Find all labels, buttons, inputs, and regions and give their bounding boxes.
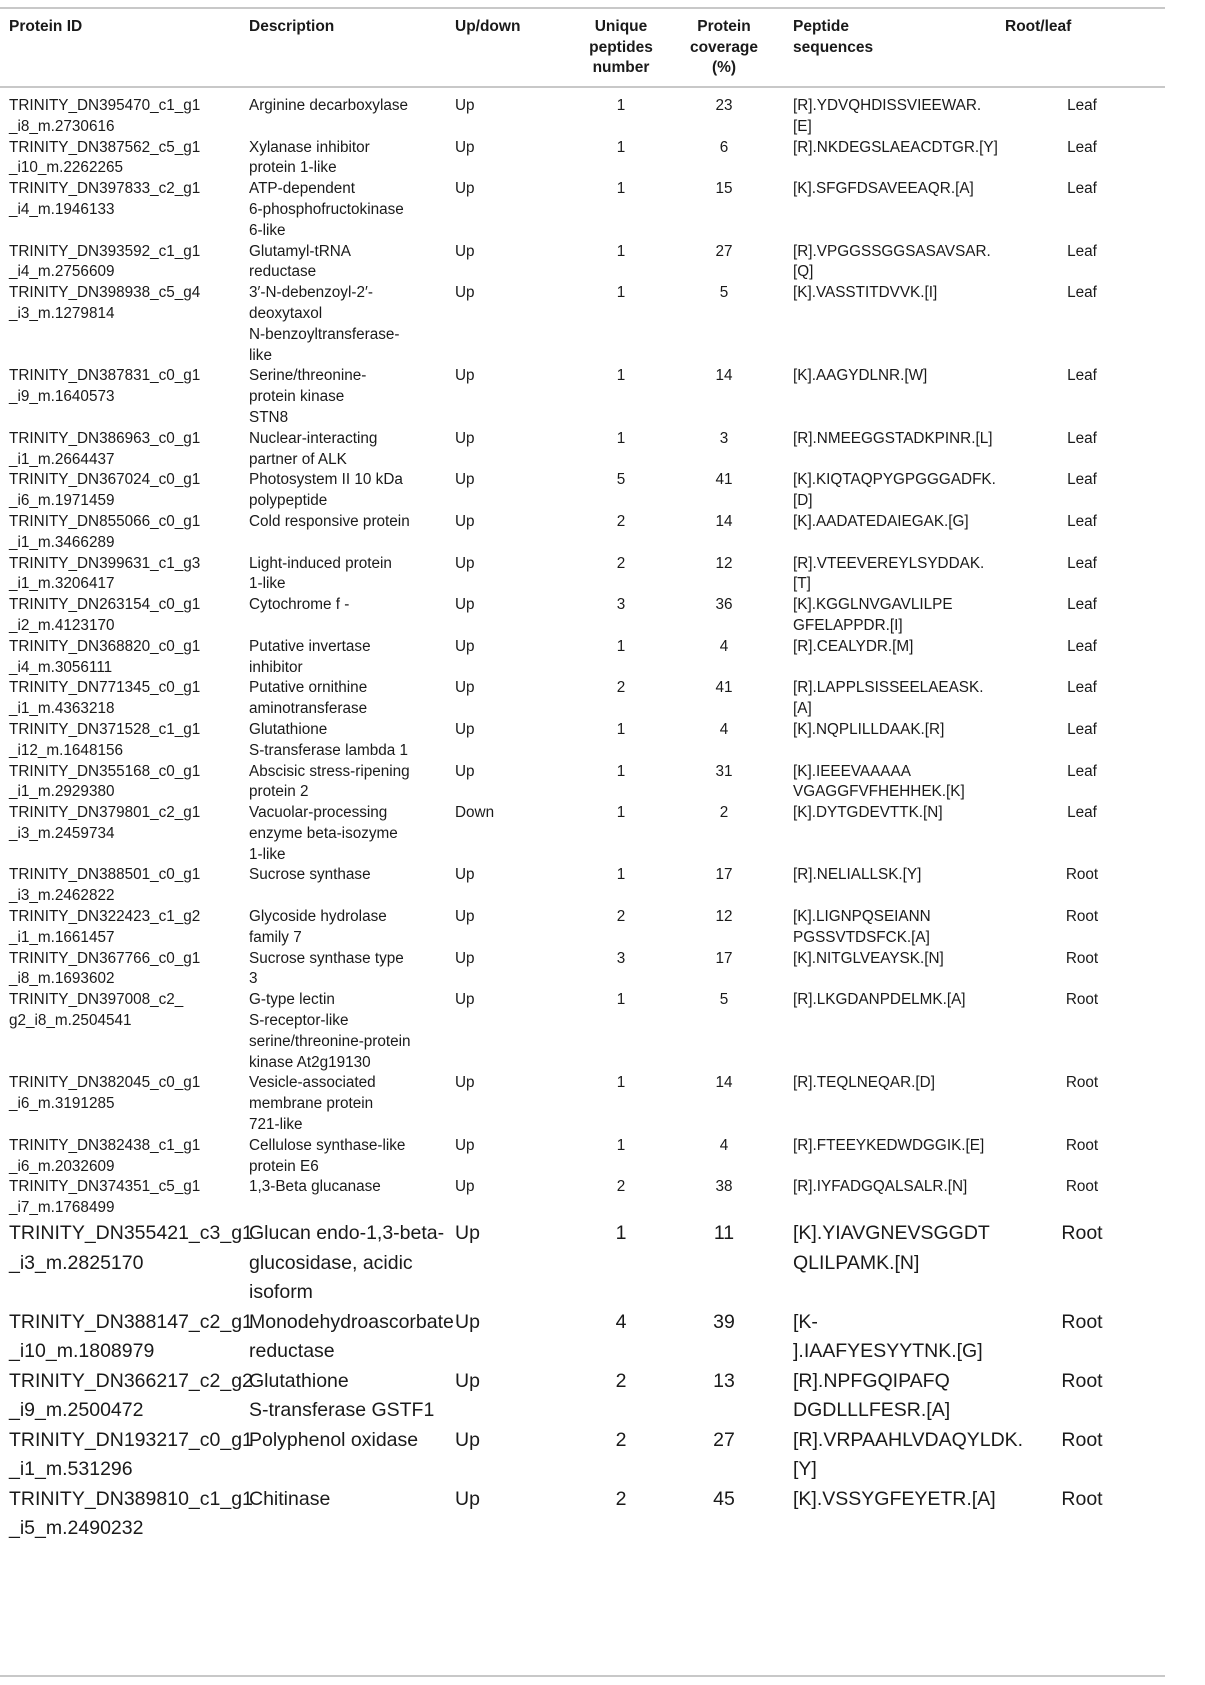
cell-root-leaf: Leaf — [1067, 97, 1097, 114]
cell-up-down: Up — [455, 1136, 475, 1154]
cell-up-down: Up — [455, 1222, 480, 1245]
cell-description: Arginine decarboxylase — [249, 97, 409, 114]
cell-protein-coverage: 5 — [719, 284, 729, 302]
table-row — [0, 803, 1165, 865]
cell-protein-id: TRINITY_DN393592_c1_g1 _i4_m.2756609 — [9, 242, 201, 281]
cell-protein-id: TRINITY_DN399631_c1_g3 _i1_m.3206417 — [9, 554, 201, 593]
table-row — [0, 242, 1165, 284]
cell-peptide-sequence: [R].IYFADGQALSALR.[N] — [793, 1178, 968, 1196]
table-row — [0, 595, 1165, 637]
cell-root-leaf: Root — [1061, 1428, 1103, 1451]
cell-root-leaf: Root — [1061, 1487, 1103, 1510]
cell-protein-id: TRINITY_DN855066_c0_g1 _i1_m.3466289 — [9, 512, 201, 551]
cell-unique-peptides: 2 — [615, 1369, 627, 1392]
cell-up-down: Up — [455, 991, 475, 1009]
cell-root-leaf: Leaf — [1067, 720, 1097, 738]
table-row — [0, 907, 1165, 949]
cell-root-leaf: Leaf — [1067, 762, 1097, 780]
cell-peptide-sequence: [R].TEQLNEQAR.[D] — [793, 1074, 935, 1092]
cell-description: Photosystem II 10 kDa polypeptide — [249, 471, 403, 510]
table-row — [0, 179, 1165, 241]
table-row — [0, 283, 1165, 366]
cell-up-down: Up — [455, 284, 475, 302]
cell-protein-id: TRINITY_DN387562_c5_g1 _i10_m.2262265 — [9, 138, 201, 177]
cell-peptide-sequence: [K].LIGNPQSEIANN PGSSVTDSFCK.[A] — [793, 908, 931, 946]
cell-unique-peptides: 1 — [616, 720, 626, 738]
cell-peptide-sequence: [K].NITGLVEAYSK.[N] — [793, 949, 944, 967]
cell-protein-id: TRINITY_DN398938_c5_g4 _i3_m.1279814 — [9, 284, 201, 322]
cell-protein-coverage: 41 — [715, 679, 733, 697]
cell-protein-coverage: 14 — [715, 367, 733, 385]
cell-protein-coverage: 38 — [715, 1178, 733, 1196]
cell-protein-id: TRINITY_DN366217_c2_g2 _i9_m.2500472 — [9, 1369, 253, 1422]
cell-description: Chitinase — [249, 1487, 331, 1510]
cell-root-leaf: Leaf — [1067, 284, 1097, 302]
cell-peptide-sequence: [R].VRPAAHLVDAQYLDK.[Y] — [793, 1428, 1024, 1481]
column-header-description: Description — [249, 18, 335, 35]
cell-root-leaf: Leaf — [1067, 554, 1097, 572]
cell-peptide-sequence: [R].NKDEGSLAEACDTGR.[Y] — [793, 138, 998, 156]
cell-protein-coverage: 4 — [719, 1136, 729, 1154]
cell-unique-peptides: 1 — [616, 804, 626, 822]
cell-description: 1,3-Beta glucanase — [249, 1178, 381, 1196]
cell-protein-id: TRINITY_DN397833_c2_g1 _i4_m.1946133 — [9, 180, 201, 218]
cell-description: Monodehydroascorbate reductase — [249, 1310, 454, 1363]
table-row — [0, 86, 1165, 138]
cell-description: Glutathione S-transferase lambda 1 — [249, 720, 408, 759]
cell-description: Vesicle-associated membrane protein 721-like — [249, 1074, 376, 1134]
cell-protein-id: TRINITY_DN389810_c1_g1 _i5_m.2490232 — [9, 1487, 253, 1540]
table-row — [0, 1073, 1165, 1135]
cell-unique-peptides: 1 — [616, 97, 626, 114]
cell-protein-coverage: 15 — [715, 180, 733, 198]
cell-unique-peptides: 1 — [616, 991, 626, 1009]
cell-protein-coverage: 12 — [715, 908, 733, 926]
cell-protein-coverage: 4 — [719, 637, 729, 655]
cell-root-leaf: Leaf — [1067, 471, 1097, 489]
table-row — [0, 1219, 1165, 1308]
cell-protein-coverage: 17 — [715, 866, 733, 884]
cell-root-leaf: Leaf — [1067, 367, 1097, 385]
cell-up-down: Up — [455, 367, 475, 385]
cell-unique-peptides: 1 — [616, 284, 626, 302]
cell-up-down: Up — [455, 949, 475, 967]
cell-root-leaf: Leaf — [1067, 679, 1097, 697]
table-row — [0, 865, 1165, 907]
cell-root-leaf: Root — [1061, 1369, 1103, 1392]
cell-unique-peptides: 1 — [616, 866, 626, 884]
cell-protein-coverage: 13 — [713, 1369, 735, 1392]
cell-up-down: Up — [455, 242, 475, 260]
cell-description: Light-induced protein 1-like — [249, 554, 392, 593]
cell-unique-peptides: 1 — [616, 429, 626, 447]
cell-up-down: Up — [455, 1487, 480, 1510]
cell-up-down: Up — [455, 637, 475, 655]
cell-peptide-sequence: [K- ].IAAFYESYYTNK.[G] — [793, 1310, 983, 1363]
table-row — [0, 1308, 1165, 1367]
cell-protein-id: TRINITY_DN388147_c2_g1 _i10_m.1808979 — [9, 1310, 253, 1363]
table-body — [0, 86, 1165, 1544]
cell-description: Sucrose synthase — [249, 866, 371, 884]
cell-unique-peptides: 1 — [615, 1222, 627, 1245]
cell-peptide-sequence: [K].SFGFDSAVEEAQR.[A] — [793, 180, 974, 198]
cell-up-down: Up — [455, 97, 475, 114]
column-header-protein-id: Protein ID — [9, 18, 83, 35]
cell-peptide-sequence: [K].VASSTITDVVK.[I] — [793, 284, 938, 302]
table-row — [0, 138, 1165, 180]
column-header-up-down: Up/down — [455, 18, 521, 35]
table-row — [0, 470, 1165, 512]
cell-root-leaf: Leaf — [1067, 512, 1097, 530]
cell-up-down: Up — [455, 1178, 475, 1196]
cell-peptide-sequence: [K].DYTGDEVTTK.[N] — [793, 804, 943, 822]
cell-protein-id: TRINITY_DN382045_c0_g1 _i6_m.3191285 — [9, 1074, 201, 1113]
cell-protein-id: TRINITY_DN355168_c0_g1 _i1_m.2929380 — [9, 762, 201, 801]
cell-protein-coverage: 14 — [715, 1074, 733, 1092]
cell-peptide-sequence: [R].VPGGSSGGSASAVSAR.[Q] — [793, 242, 991, 281]
cell-root-leaf: Leaf — [1067, 242, 1097, 260]
cell-description: Glutathione S-transferase GSTF1 — [249, 1369, 435, 1422]
table-bottom-rule — [0, 1675, 1165, 1677]
cell-protein-id: TRINITY_DN374351_c5_g1 _i7_m.1768499 — [9, 1178, 201, 1217]
table-row — [0, 554, 1165, 596]
cell-protein-id: TRINITY_DN379801_c2_g1 _i3_m.2459734 — [9, 804, 201, 842]
table-row — [0, 949, 1165, 991]
cell-unique-peptides: 2 — [615, 1428, 627, 1451]
cell-protein-id: TRINITY_DN771345_c0_g1 _i1_m.4363218 — [9, 679, 201, 718]
cell-peptide-sequence: [R].FTEEYKEDWDGGIK.[E] — [793, 1136, 985, 1154]
cell-description: ATP-dependent 6-phosphofructokinase 6-like — [249, 180, 404, 239]
cell-protein-id: TRINITY_DN193217_c0_g1 _i1_m.531296 — [9, 1428, 253, 1481]
cell-protein-coverage: 14 — [715, 512, 733, 530]
cell-protein-id: TRINITY_DN367766_c0_g1 _i8_m.1693602 — [9, 949, 201, 988]
column-header-peptide-sequences: Peptide sequences — [793, 18, 874, 56]
cell-protein-id: TRINITY_DN388501_c0_g1 _i3_m.2462822 — [9, 866, 201, 905]
cell-protein-coverage: 39 — [713, 1310, 735, 1333]
cell-root-leaf: Leaf — [1067, 804, 1097, 822]
cell-peptide-sequence: [K].KIQTAQPYGPGGGADFK.[D] — [793, 471, 996, 510]
cell-up-down: Up — [455, 1428, 480, 1451]
cell-protein-id: TRINITY_DN322423_c1_g2 _i1_m.1661457 — [9, 908, 201, 946]
cell-unique-peptides: 1 — [616, 762, 626, 780]
column-header-root-leaf: Root/leaf — [1005, 18, 1072, 35]
table-row — [0, 512, 1165, 554]
cell-up-down: Up — [455, 471, 475, 489]
cell-unique-peptides: 1 — [616, 637, 626, 655]
cell-protein-id: TRINITY_DN368820_c0_g1 _i4_m.3056111 — [9, 637, 201, 676]
cell-protein-id: TRINITY_DN395470_c1_g1 _i8_m.2730616 — [9, 97, 201, 135]
cell-peptide-sequence: [K].KGGLNVGAVLILPE GFELAPPDR.[I] — [793, 596, 953, 634]
cell-protein-coverage: 3 — [719, 429, 729, 447]
cell-up-down: Up — [455, 138, 475, 156]
cell-unique-peptides: 1 — [616, 138, 626, 156]
cell-up-down: Up — [455, 762, 475, 780]
cell-peptide-sequence: [R].NELIALLSK.[Y] — [793, 866, 922, 884]
cell-peptide-sequence: [K].AADATEDAIEGAK.[G] — [793, 512, 969, 530]
cell-description: 3′-N-debenzoyl-2′- deoxytaxol N-benzoyltransferase- like — [249, 284, 400, 364]
cell-peptide-sequence: [R].NMEEGGSTADKPINR.[L] — [793, 429, 993, 447]
cell-protein-coverage: 5 — [719, 991, 729, 1009]
cell-up-down: Up — [455, 429, 475, 447]
cell-protein-coverage: 41 — [715, 471, 733, 489]
table-row — [0, 1426, 1165, 1485]
table-row — [0, 1177, 1165, 1219]
cell-protein-coverage: 27 — [713, 1428, 735, 1451]
cell-protein-id: TRINITY_DN367024_c0_g1 _i6_m.1971459 — [9, 471, 201, 510]
cell-unique-peptides: 2 — [616, 554, 626, 572]
cell-unique-peptides: 5 — [616, 471, 626, 489]
cell-up-down: Up — [455, 1074, 475, 1092]
cell-description: Xylanase inhibitor protein 1-like — [249, 138, 370, 177]
cell-root-leaf: Root — [1061, 1222, 1103, 1245]
cell-root-leaf: Leaf — [1067, 596, 1097, 614]
cell-unique-peptides: 1 — [616, 367, 626, 385]
cell-unique-peptides: 2 — [616, 1178, 626, 1196]
cell-description: Glutamyl-tRNA reductase — [249, 242, 351, 281]
cell-protein-id: TRINITY_DN387831_c0_g1 _i9_m.1640573 — [9, 367, 201, 406]
cell-root-leaf: Root — [1061, 1310, 1103, 1333]
cell-root-leaf: Root — [1065, 949, 1099, 967]
cell-unique-peptides: 3 — [616, 949, 626, 967]
cell-peptide-sequence: [K].VSSYGFEYETR.[A] — [793, 1487, 996, 1510]
cell-up-down: Up — [455, 1369, 480, 1392]
cell-description: Vacuolar-processing enzyme beta-isozyme 1-like — [249, 804, 398, 863]
cell-protein-id: TRINITY_DN371528_c1_g1 _i12_m.1648156 — [9, 720, 201, 759]
header-row — [0, 10, 1165, 86]
cell-protein-id: TRINITY_DN263154_c0_g1 _i2_m.4123170 — [9, 596, 201, 634]
cell-root-leaf: Root — [1065, 908, 1099, 926]
cell-root-leaf: Root — [1065, 1136, 1099, 1154]
cell-peptide-sequence: [R].NPFGQIPAFQ DGDLLLFESR.[A] — [793, 1369, 951, 1422]
cell-description: Serine/threonine- protein kinase STN8 — [249, 367, 367, 426]
cell-description: Glucan endo-1,3-beta- glucosidase, acidic isoform — [249, 1222, 445, 1304]
cell-peptide-sequence: [K].NQPLILLDAAK.[R] — [793, 720, 945, 738]
table-top-rule — [0, 7, 1165, 9]
cell-description: Sucrose synthase type 3 — [249, 949, 404, 988]
cell-up-down: Up — [455, 180, 475, 198]
cell-root-leaf: Root — [1065, 866, 1099, 884]
cell-root-leaf: Leaf — [1067, 180, 1097, 198]
cell-up-down: Down — [455, 804, 495, 822]
cell-root-leaf: Root — [1065, 1178, 1099, 1196]
table-row — [0, 637, 1165, 679]
cell-description: Putative invertase inhibitor — [249, 637, 371, 676]
cell-unique-peptides: 1 — [616, 1074, 626, 1092]
cell-description: Cold responsive protein — [249, 512, 410, 530]
cell-peptide-sequence: [K].YIAVGNEVSGGDT QLILPAMK.[N] — [793, 1222, 990, 1274]
cell-unique-peptides: 3 — [616, 596, 626, 614]
cell-unique-peptides: 2 — [616, 512, 626, 530]
cell-protein-coverage: 4 — [719, 720, 729, 738]
cell-protein-coverage: 11 — [713, 1222, 735, 1245]
cell-protein-coverage: 6 — [719, 138, 729, 156]
cell-unique-peptides: 1 — [616, 1136, 626, 1154]
cell-up-down: Up — [455, 866, 475, 884]
cell-unique-peptides: 1 — [616, 242, 626, 260]
column-header-unique-peptides: Unique peptides number — [589, 18, 653, 76]
column-header-protein-coverage: Protein coverage (%) — [689, 18, 759, 76]
cell-root-leaf: Root — [1065, 1074, 1099, 1092]
cell-up-down: Up — [455, 512, 475, 530]
cell-description: Cytochrome f - — [249, 596, 350, 614]
cell-up-down: Up — [455, 596, 475, 614]
cell-description: G-type lectin S-receptor-like serine/threonine-protein kinase At2g19130 — [249, 991, 411, 1071]
cell-unique-peptides: 1 — [616, 180, 626, 198]
cell-protein-coverage: 17 — [715, 949, 733, 967]
table-row — [0, 1485, 1165, 1544]
cell-protein-coverage: 12 — [715, 554, 733, 572]
table-row — [0, 762, 1165, 804]
cell-peptide-sequence: [K].IEEEVAAAAA VGAGGFVFHEHHEK.[K] — [793, 762, 965, 801]
table-row — [0, 429, 1165, 471]
cell-up-down: Up — [455, 679, 475, 697]
cell-peptide-sequence: [K].AAGYDLNR.[W] — [793, 367, 928, 385]
cell-protein-coverage: 45 — [713, 1487, 735, 1510]
table-row — [0, 1136, 1165, 1178]
cell-peptide-sequence: [R].LAPPLSISSEELAEASK.[A] — [793, 679, 984, 718]
cell-protein-coverage: 23 — [715, 97, 733, 114]
cell-protein-id: TRINITY_DN386963_c0_g1 _i1_m.2664437 — [9, 429, 201, 468]
table-row — [0, 678, 1165, 720]
cell-description: Abscisic stress-ripening protein 2 — [249, 762, 410, 801]
cell-protein-coverage: 2 — [719, 804, 729, 822]
cell-protein-coverage: 36 — [715, 596, 733, 614]
cell-up-down: Up — [455, 554, 475, 572]
cell-protein-id: TRINITY_DN397008_c2_ g2_i8_m.2504541 — [9, 991, 184, 1030]
cell-peptide-sequence: [R].LKGDANPDELMK.[A] — [793, 991, 966, 1009]
cell-unique-peptides: 2 — [616, 908, 626, 926]
cell-protein-id: TRINITY_DN355421_c3_g1 _i3_m.2825170 — [9, 1222, 253, 1274]
table-row — [0, 366, 1165, 428]
cell-unique-peptides: 2 — [615, 1487, 627, 1510]
cell-root-leaf: Leaf — [1067, 138, 1097, 156]
cell-root-leaf: Root — [1065, 991, 1099, 1009]
cell-protein-coverage: 27 — [715, 242, 733, 260]
cell-up-down: Up — [455, 1310, 480, 1333]
cell-description: Putative ornithine aminotransferase — [249, 679, 368, 718]
cell-peptide-sequence: [R].VTEEVEREYLSYDDAK.[T] — [793, 554, 985, 593]
cell-unique-peptides: 4 — [615, 1310, 627, 1333]
protein-table — [0, 10, 1165, 1544]
cell-up-down: Up — [455, 720, 475, 738]
cell-up-down: Up — [455, 908, 475, 926]
cell-description: Cellulose synthase-like protein E6 — [249, 1136, 406, 1175]
table-row — [0, 990, 1165, 1073]
cell-peptide-sequence: [R].YDVQHDISSVIEEWAR.[E] — [793, 97, 982, 135]
cell-protein-id: TRINITY_DN382438_c1_g1 _i6_m.2032609 — [9, 1136, 201, 1175]
cell-description: Glycoside hydrolase family 7 — [249, 908, 387, 946]
cell-root-leaf: Leaf — [1067, 637, 1097, 655]
cell-peptide-sequence: [R].CEALYDR.[M] — [793, 637, 914, 655]
table-row — [0, 720, 1165, 762]
cell-description: Polyphenol oxidase — [249, 1428, 419, 1451]
table-row — [0, 1367, 1165, 1426]
cell-root-leaf: Leaf — [1067, 429, 1097, 447]
cell-protein-coverage: 31 — [715, 762, 733, 780]
cell-description: Nuclear-interacting partner of ALK — [249, 429, 378, 468]
cell-unique-peptides: 2 — [616, 679, 626, 697]
